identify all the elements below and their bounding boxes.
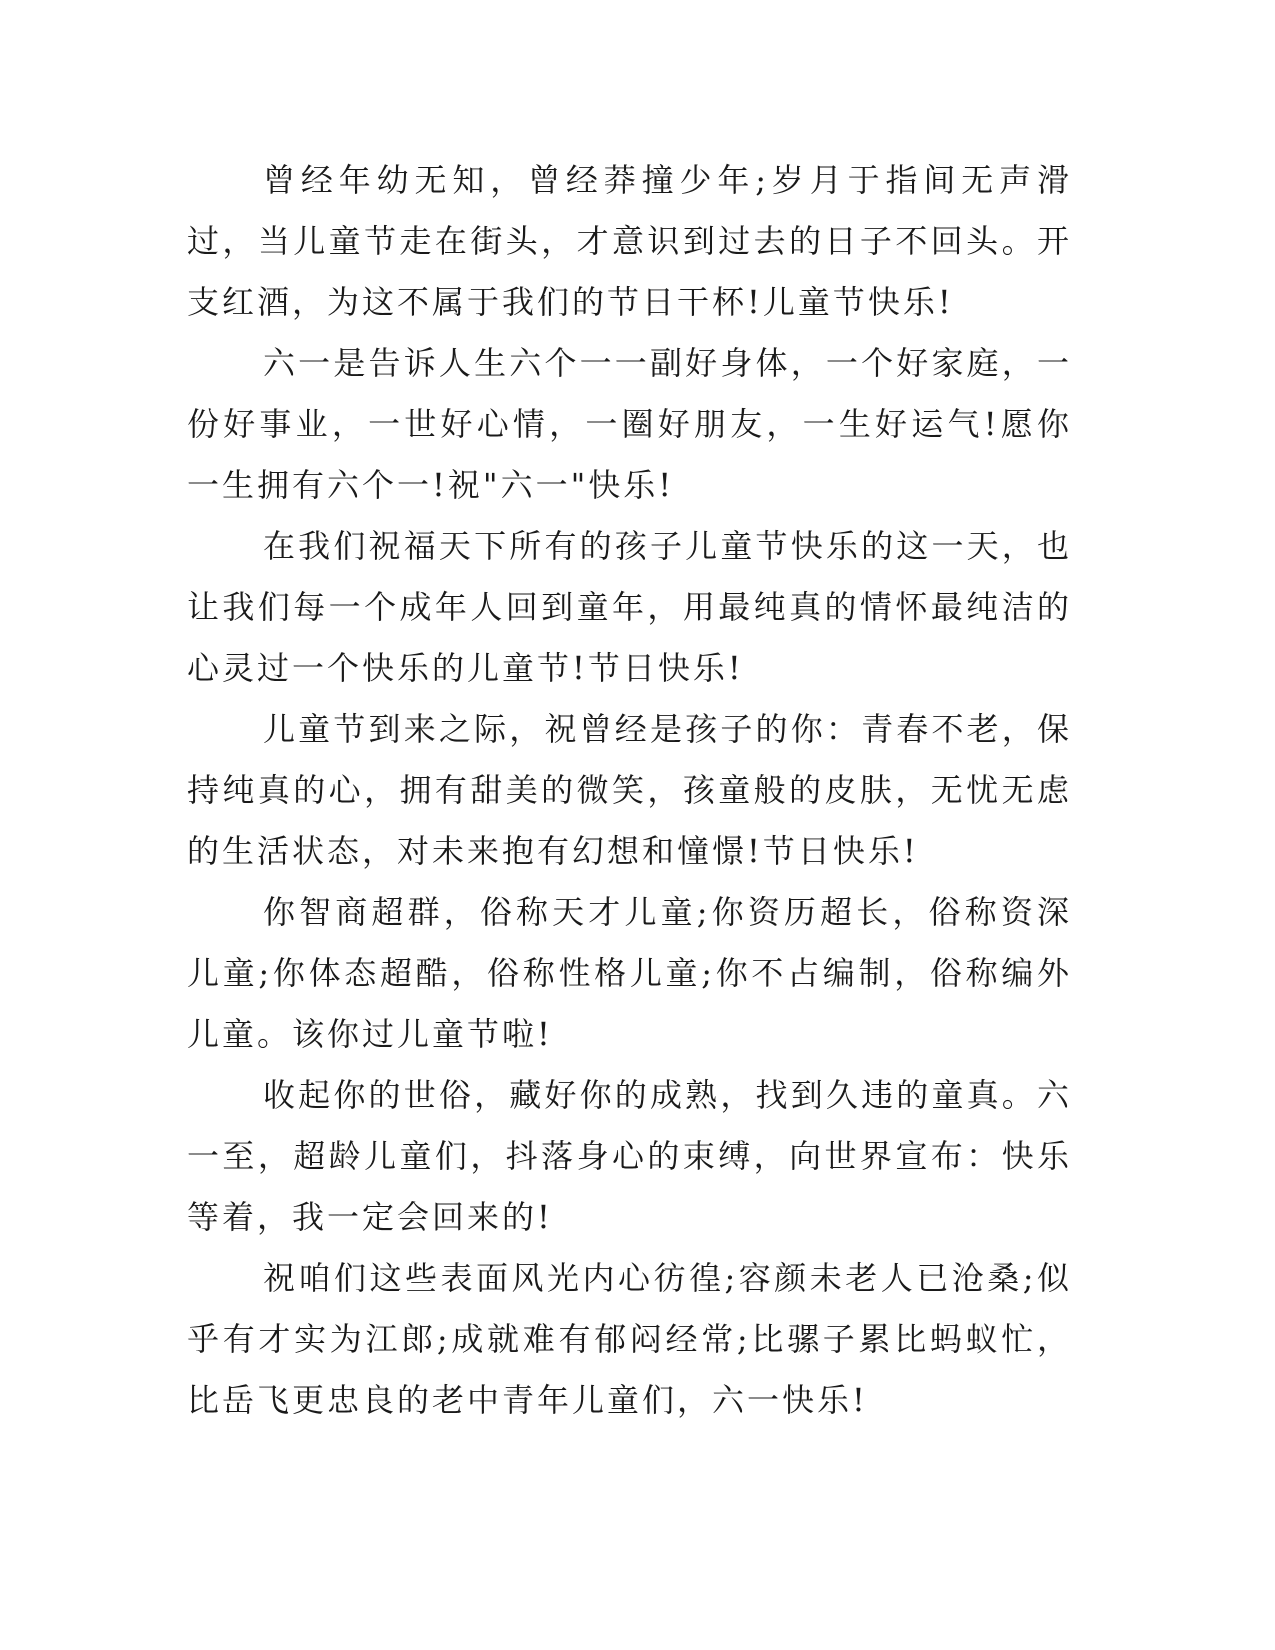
paragraph-6: 收起你的世俗，藏好你的成熟，找到久违的童真。六一至，超龄儿童们，抖落身心的束缚，向世界宣布：快乐等着，我一定会回来的! bbox=[187, 1076, 1072, 1236]
paragraph-7: 祝咱们这些表面风光内心彷徨;容颜未老人已沧桑;似乎有才实为江郎;成就难有郁闷经常;比骡子累比蚂蚁忙，比岳飞更忠良的老中青年儿童们，六一快乐! bbox=[187, 1259, 1072, 1419]
paragraph-4: 儿童节到来之际，祝曾经是孩子的你：青春不老，保持纯真的心，拥有甜美的微笑，孩童般的皮肤，无忧无虑的生活状态，对未来抱有幻想和憧憬!节日快乐! bbox=[187, 710, 1072, 870]
paragraph-1: 曾经年幼无知，曾经莽撞少年;岁月于指间无声滑过，当儿童节走在街头，才意识到过去的日子不回头。开支红酒，为这不属于我们的节日干杯!儿童节快乐! bbox=[187, 161, 1072, 321]
paragraph-5: 你智商超群，俗称天才儿童;你资历超长，俗称资深儿童;你体态超酷，俗称性格儿童;你不占编制，俗称编外儿童。该你过儿童节啦! bbox=[187, 893, 1072, 1053]
paragraph-3: 在我们祝福天下所有的孩子儿童节快乐的这一天，也让我们每一个成年人回到童年，用最纯真的情怀最纯洁的心灵过一个快乐的儿童节!节日快乐! bbox=[187, 527, 1072, 687]
document-body bbox=[187, 150, 1072, 1431]
paragraph-2: 六一是告诉人生六个一一副好身体，一个好家庭，一份好事业，一世好心情，一圈好朋友，一生好运气!愿你一生拥有六个一!祝"六一"快乐! bbox=[187, 344, 1072, 504]
